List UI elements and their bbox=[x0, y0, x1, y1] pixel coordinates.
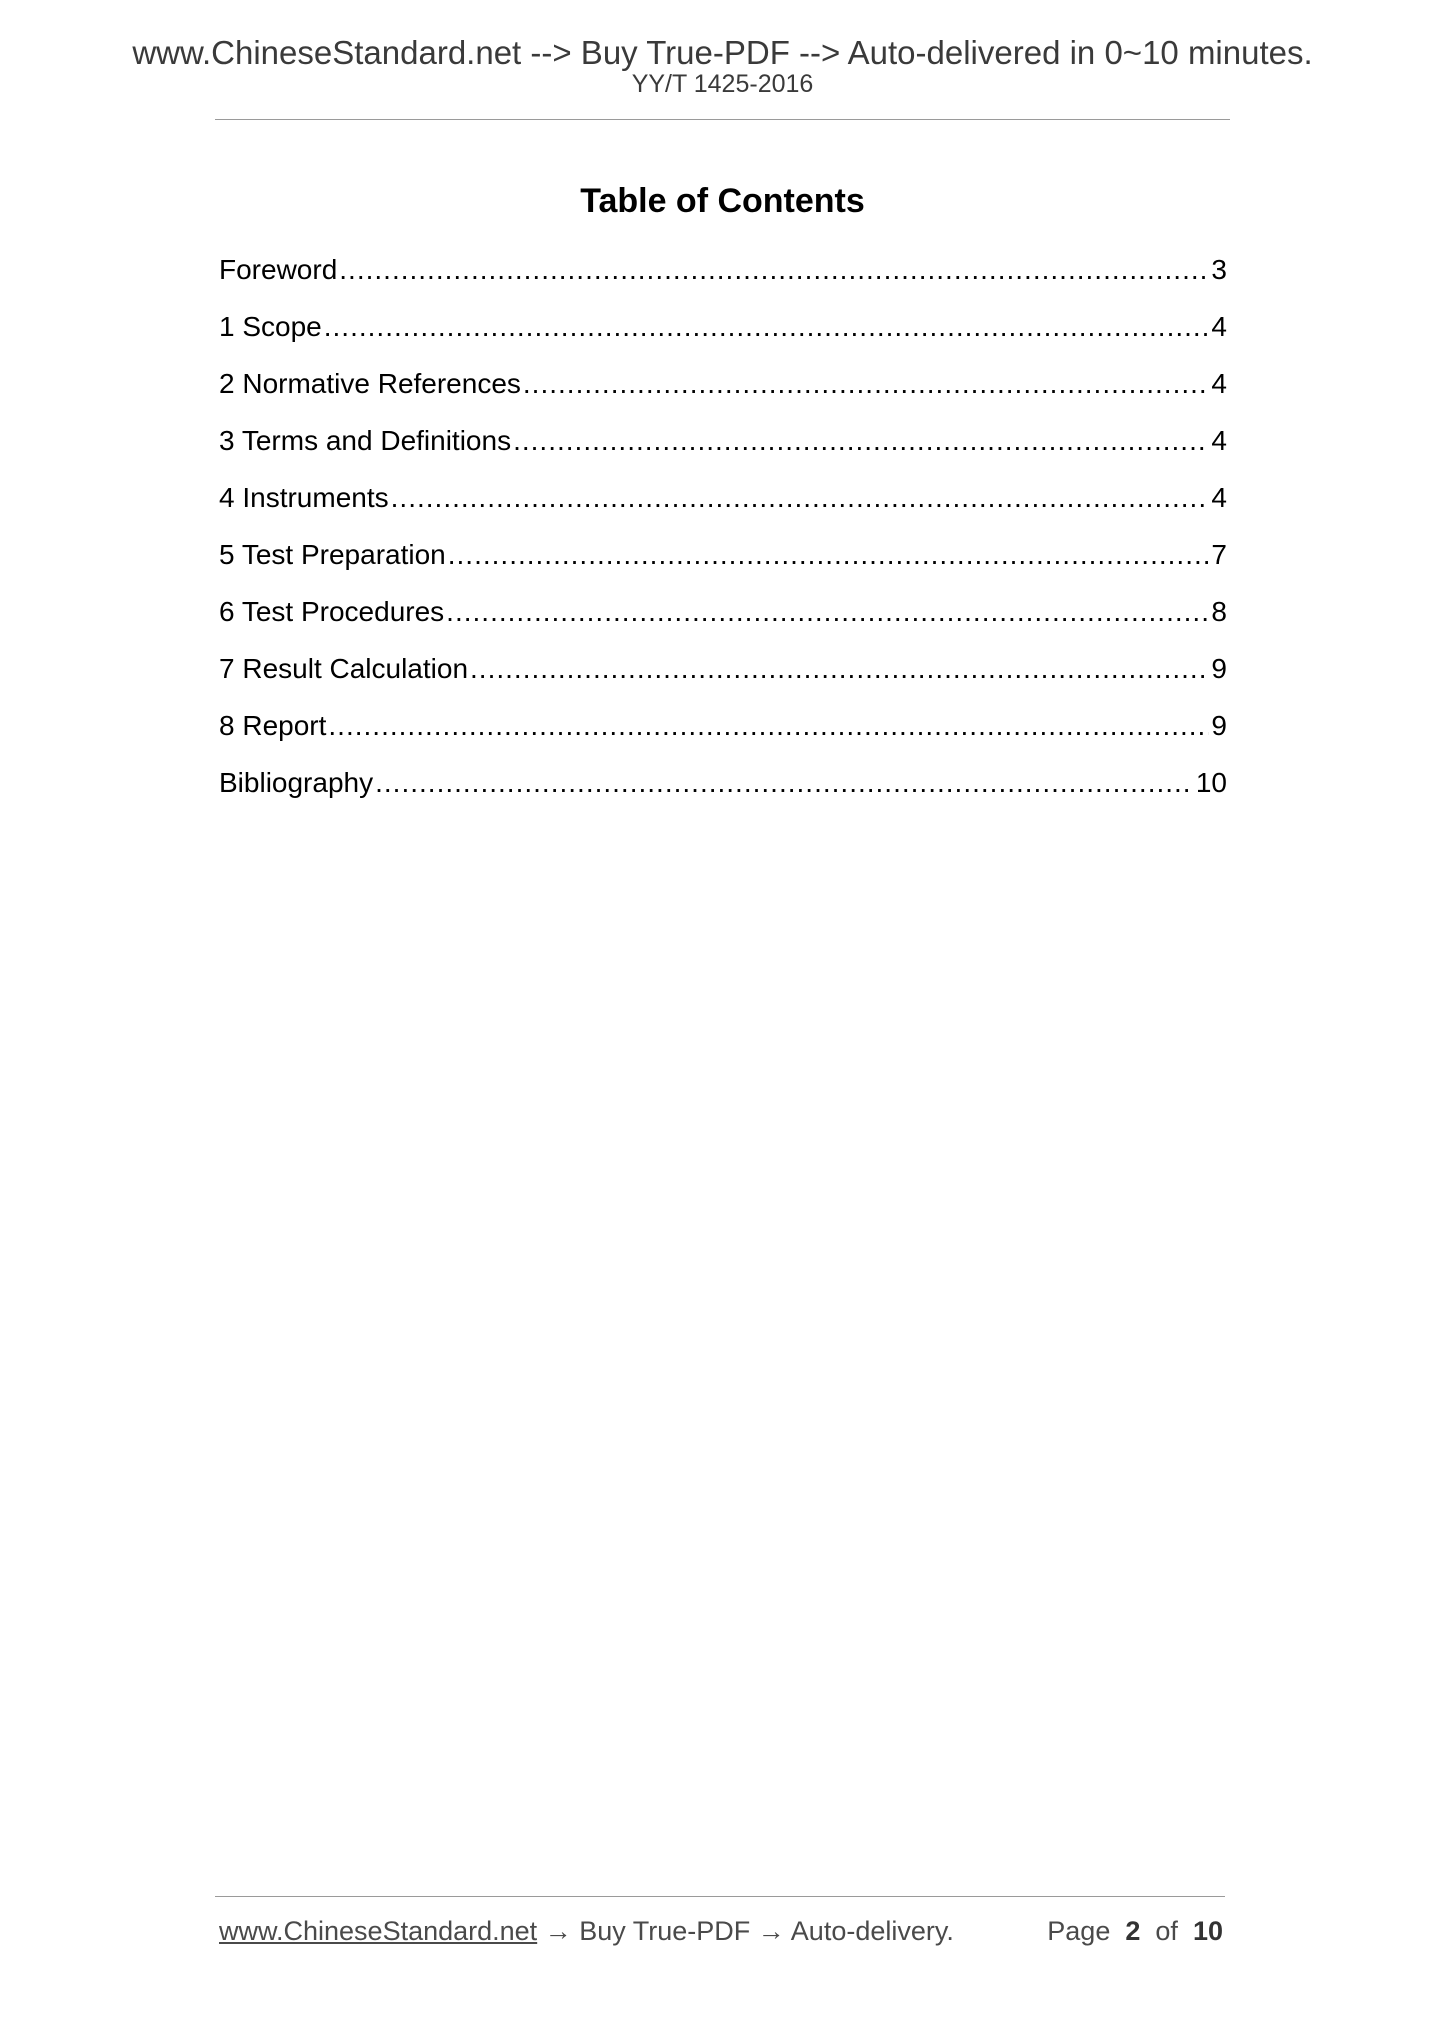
toc-entry-label: 4 Instruments bbox=[219, 482, 389, 513]
toc-entry-result-calculation[interactable] bbox=[219, 652, 1227, 709]
toc-list bbox=[219, 253, 1227, 823]
toc-entry-label: 7 Result Calculation bbox=[219, 653, 469, 684]
page-footer bbox=[219, 1918, 1223, 1945]
toc-dot-leader bbox=[523, 367, 1210, 401]
toc-entry-page: 4 bbox=[1211, 482, 1227, 513]
toc-entry-page: 4 bbox=[1211, 368, 1227, 399]
toc-entry-foreword[interactable] bbox=[219, 253, 1227, 310]
toc-dot-leader bbox=[328, 709, 1209, 743]
toc-entry-page: 8 bbox=[1211, 596, 1227, 627]
toc-entry-label: 8 Report bbox=[219, 710, 327, 741]
page-current: 2 bbox=[1125, 1916, 1141, 1946]
toc-entry-test-procedures[interactable] bbox=[219, 595, 1227, 652]
toc-entry-page: 9 bbox=[1211, 710, 1227, 741]
header-divider bbox=[215, 119, 1230, 120]
toc-entry-report[interactable] bbox=[219, 709, 1227, 766]
footer-site-link[interactable]: www.ChineseStandard.net bbox=[219, 1916, 538, 1946]
toc-entry-page: 3 bbox=[1211, 254, 1227, 285]
toc-dot-leader bbox=[391, 481, 1210, 515]
page-word: Page bbox=[1047, 1916, 1111, 1946]
toc-entry-label: Foreword bbox=[219, 254, 338, 285]
footer-divider bbox=[215, 1896, 1225, 1897]
top-banner: www.ChineseStandard.net --> Buy True-PDF --> Auto-delivered in 0~10 minutes. bbox=[132, 34, 1313, 71]
toc-dot-leader bbox=[339, 253, 1209, 287]
footer-left bbox=[219, 1918, 954, 1945]
document-code: YY/T 1425-2016 bbox=[631, 70, 814, 98]
toc-dot-leader bbox=[513, 424, 1209, 458]
toc-entry-label: 5 Test Preparation bbox=[219, 539, 446, 570]
arrow-right-icon: → bbox=[544, 1916, 572, 1946]
toc-entry-label: Bibliography bbox=[219, 767, 374, 798]
footer-delivery-text: Auto-delivery. bbox=[790, 1916, 954, 1946]
toc-entry-terms-and-definitions[interactable] bbox=[219, 424, 1227, 481]
toc-dot-leader bbox=[375, 766, 1194, 800]
footer-buy-text: Buy True-PDF bbox=[579, 1916, 751, 1946]
toc-entry-page: 7 bbox=[1211, 539, 1227, 570]
toc-entry-page: 9 bbox=[1211, 653, 1227, 684]
page-total: 10 bbox=[1192, 1916, 1223, 1946]
toc-entry-scope[interactable] bbox=[219, 310, 1227, 367]
toc-entry-label: 6 Test Procedures bbox=[219, 596, 445, 627]
toc-entry-page: 4 bbox=[1211, 311, 1227, 342]
page-indicator bbox=[1047, 1918, 1223, 1945]
toc-entry-test-preparation[interactable] bbox=[219, 538, 1227, 595]
toc-entry-page: 10 bbox=[1195, 767, 1227, 798]
toc-entry-page: 4 bbox=[1211, 425, 1227, 456]
toc-dot-leader bbox=[448, 538, 1210, 572]
toc-entry-label: 1 Scope bbox=[219, 311, 322, 342]
toc-title: Table of Contents bbox=[580, 182, 865, 220]
toc-entry-bibliography[interactable] bbox=[219, 766, 1227, 823]
toc-entry-label: 3 Terms and Definitions bbox=[219, 425, 512, 456]
toc-entry-instruments[interactable] bbox=[219, 481, 1227, 538]
toc-dot-leader bbox=[470, 652, 1209, 686]
toc-entry-label: 2 Normative References bbox=[219, 368, 521, 399]
toc-dot-leader bbox=[446, 595, 1209, 629]
toc-dot-leader bbox=[324, 310, 1210, 344]
arrow-right-icon: → bbox=[757, 1916, 785, 1946]
toc-entry-normative-references[interactable] bbox=[219, 367, 1227, 424]
of-word: of bbox=[1155, 1916, 1178, 1946]
